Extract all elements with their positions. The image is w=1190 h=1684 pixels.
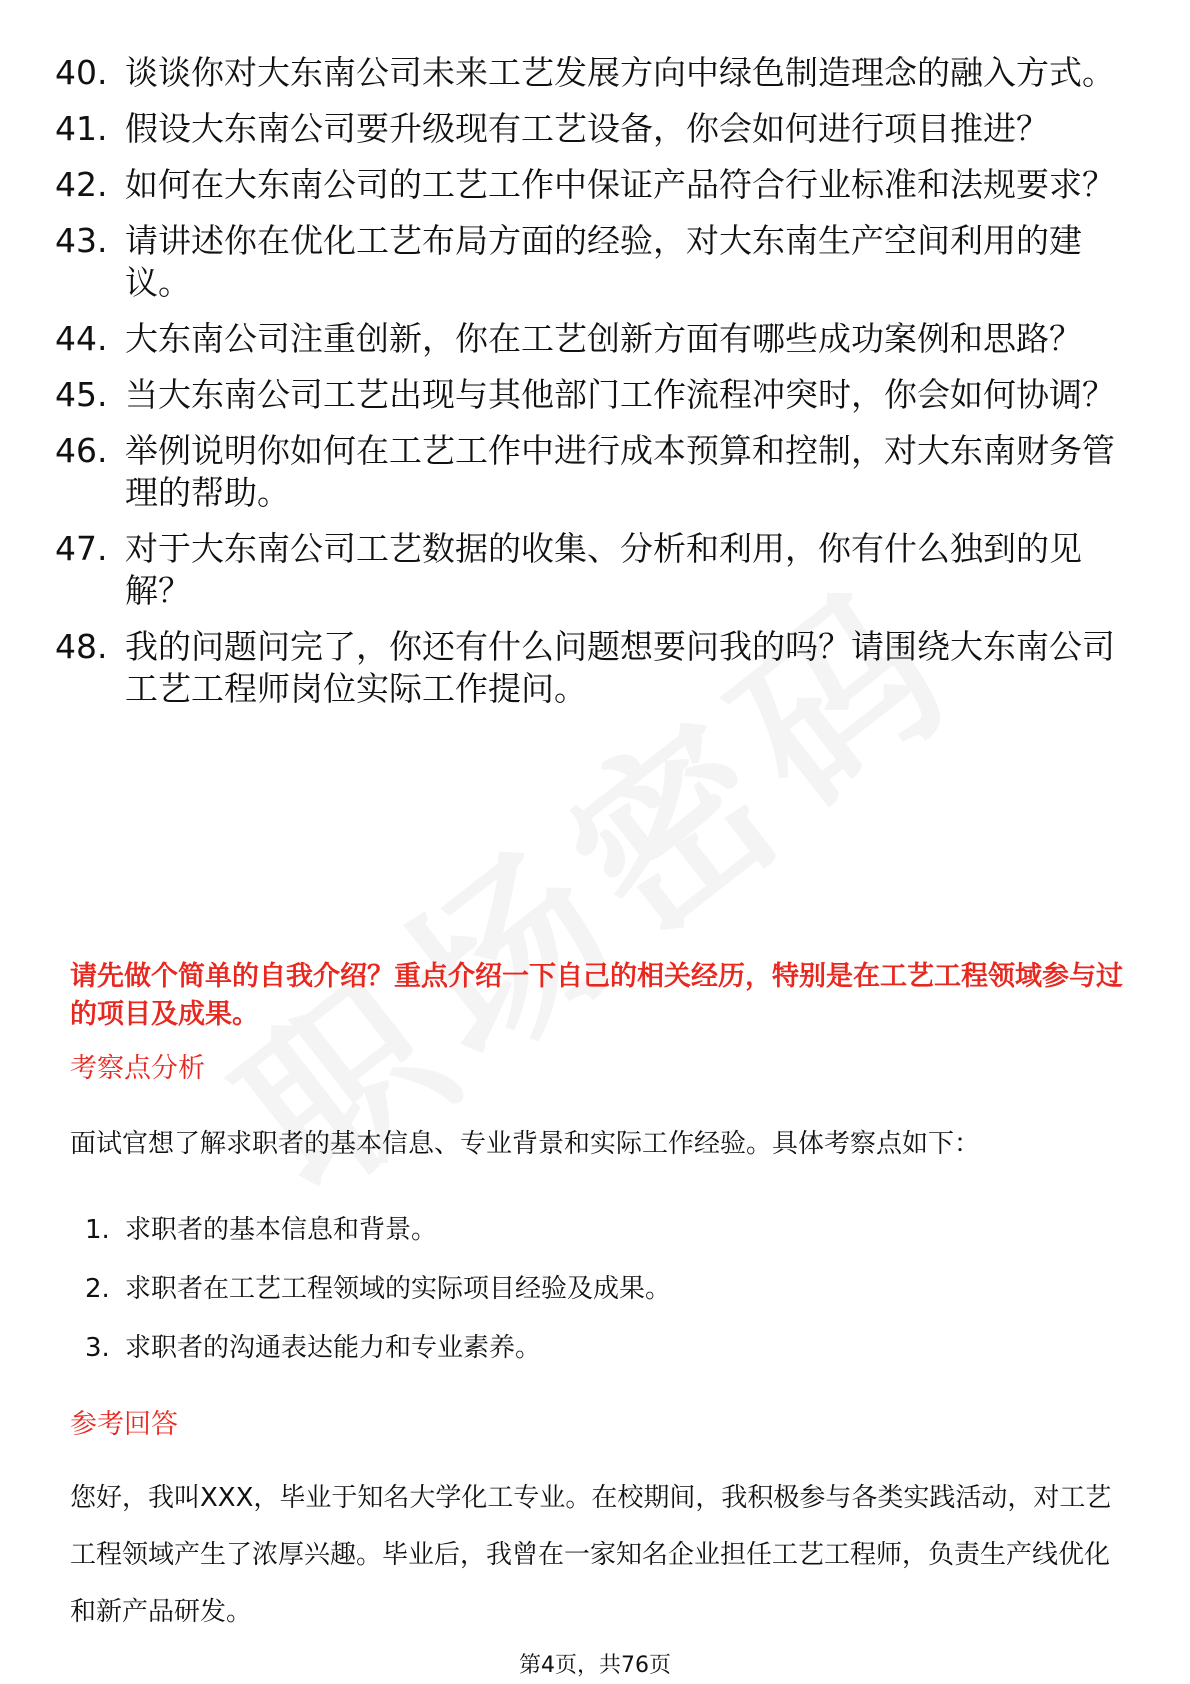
question-number: 41. xyxy=(55,109,108,148)
question-number: 46. xyxy=(55,431,108,470)
question-number: 47. xyxy=(55,529,108,568)
question-text: 我的问题问完了，你还有什么问题想要问我的吗？请围绕大东南公司工艺工程师岗位实际工作提问。 xyxy=(125,627,1115,708)
question-number: 40. xyxy=(55,53,108,92)
question-text: 对于大东南公司工艺数据的收集、分析和利用，你有什么独到的见解？ xyxy=(125,529,1082,610)
featured-question: 请先做个简单的自我介绍？重点介绍一下自己的相关经历，特别是在工艺工程领域参与过的项目及成果。 xyxy=(70,961,1123,1030)
list-item xyxy=(55,164,1135,206)
question-text: 请讲述你在优化工艺布局方面的经验，对大东南生产空间利用的建议。 xyxy=(125,221,1082,302)
list-item xyxy=(85,1330,671,1366)
list-item xyxy=(85,1271,671,1307)
question-number: 42. xyxy=(55,165,108,204)
analysis-intro: 面试官想了解求职者的基本信息、专业背景和实际工作经验。具体考察点如下： xyxy=(70,1129,981,1159)
question-text: 谈谈你对大东南公司未来工艺发展方向中绿色制造理念的融入方式。 xyxy=(125,53,1115,92)
page-footer: 第4页，共76页 xyxy=(519,1653,671,1678)
analysis-points xyxy=(85,1212,671,1389)
list-item xyxy=(55,374,1135,416)
question-text: 如何在大东南公司的工艺工作中保证产品符合行业标准和法规要求？ xyxy=(125,165,1115,204)
list-item xyxy=(55,318,1135,360)
point-number: 2. xyxy=(85,1274,110,1304)
list-item xyxy=(55,52,1135,94)
question-text: 当大东南公司工艺出现与其他部门工作流程冲突时，你会如何协调？ xyxy=(125,375,1115,414)
question-number: 48. xyxy=(55,627,108,666)
question-text: 举例说明你如何在工艺工作中进行成本预算和控制，对大东南财务管理的帮助。 xyxy=(125,431,1115,512)
question-number: 44. xyxy=(55,319,108,358)
answer-text: 您好，我叫XXX，毕业于知名大学化工专业。在校期间，我积极参与各类实践活动，对工艺工程领域产生了浓厚兴趣。毕业后，我曾在一家知名企业担任工艺工程师，负责生产线优化和新产品研发。 xyxy=(70,1483,1112,1627)
point-number: 1. xyxy=(85,1215,110,1245)
question-number: 43. xyxy=(55,221,108,260)
question-text: 大东南公司注重创新，你在工艺创新方面有哪些成功案例和思路？ xyxy=(125,319,1082,358)
point-number: 3. xyxy=(85,1333,110,1363)
list-item xyxy=(55,528,1135,612)
point-text: 求职者在工艺工程领域的实际项目经验及成果。 xyxy=(125,1274,672,1304)
list-item xyxy=(55,108,1135,150)
question-list xyxy=(55,52,1135,724)
answer-title: 参考回答 xyxy=(70,1409,178,1440)
list-item xyxy=(55,430,1135,514)
analysis-title: 考察点分析 xyxy=(70,1053,205,1084)
list-item xyxy=(55,626,1135,710)
question-text: 假设大东南公司要升级现有工艺设备，你会如何进行项目推进？ xyxy=(125,109,1049,148)
list-item xyxy=(85,1212,671,1248)
point-text: 求职者的沟通表达能力和专业素养。 xyxy=(125,1333,542,1363)
list-item xyxy=(55,220,1135,304)
point-text: 求职者的基本信息和背景。 xyxy=(125,1215,438,1245)
question-number: 45. xyxy=(55,375,108,414)
